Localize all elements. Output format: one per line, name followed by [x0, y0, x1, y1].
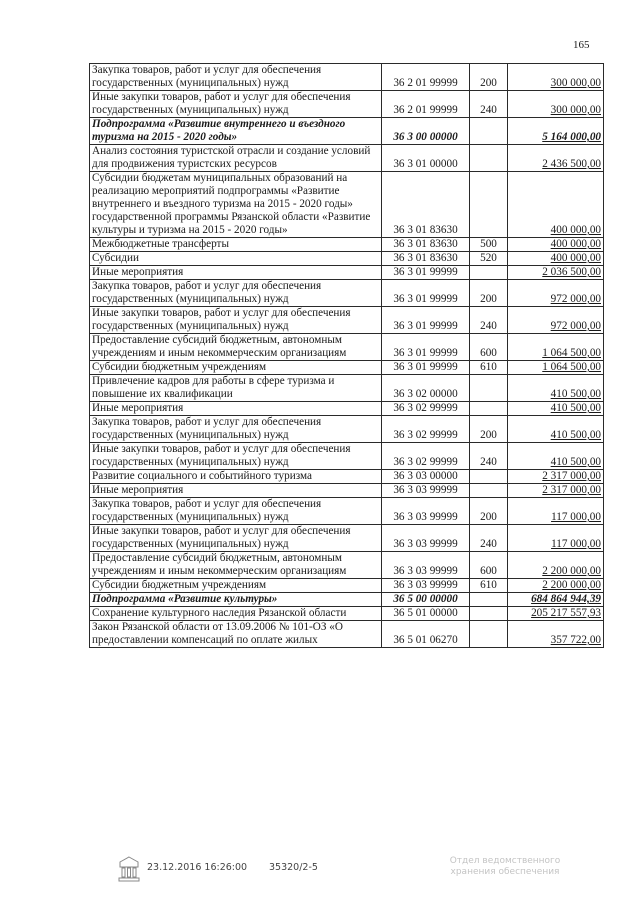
- row-code: 36 3 01 83630: [382, 238, 470, 252]
- table-row: [90, 593, 604, 607]
- row-name: Предоставление субсидий бюджетным, автономным учреждениям и иным некоммерческим организациям: [90, 552, 382, 579]
- row-expense-type: 600: [470, 334, 508, 361]
- row-expense-type: 240: [470, 525, 508, 552]
- row-expense-type: 520: [470, 252, 508, 266]
- table-row: [90, 91, 604, 118]
- budget-table-body: [90, 64, 604, 648]
- row-name: Субсидии: [90, 252, 382, 266]
- table-row: [90, 579, 604, 593]
- row-code: 36 3 00 00000: [382, 118, 470, 145]
- table-row: [90, 145, 604, 172]
- row-amount: 2 200 000,00: [508, 552, 604, 579]
- row-name: Иные закупки товаров, работ и услуг для обеспечения государственных (муниципальных) нужд: [90, 307, 382, 334]
- row-expense-type: 240: [470, 443, 508, 470]
- row-amount: 300 000,00: [508, 91, 604, 118]
- row-code: 36 3 02 99999: [382, 402, 470, 416]
- row-code: 36 3 03 00000: [382, 470, 470, 484]
- row-code: 36 2 01 99999: [382, 91, 470, 118]
- row-amount: 2 317 000,00: [508, 470, 604, 484]
- row-amount: 117 000,00: [508, 498, 604, 525]
- row-amount: 684 864 944,39: [508, 593, 604, 607]
- table-row: [90, 498, 604, 525]
- footer: [0, 855, 640, 885]
- row-expense-type: [470, 266, 508, 280]
- row-expense-type: [470, 621, 508, 648]
- row-expense-type: 240: [470, 91, 508, 118]
- row-name: Иные закупки товаров, работ и услуг для обеспечения государственных (муниципальных) нужд: [90, 91, 382, 118]
- table-row: [90, 470, 604, 484]
- row-amount: 972 000,00: [508, 307, 604, 334]
- row-expense-type: 200: [470, 416, 508, 443]
- row-name: Иные закупки товаров, работ и услуг для обеспечения государственных (муниципальных) нужд: [90, 443, 382, 470]
- row-code: 36 3 01 99999: [382, 334, 470, 361]
- row-name: Субсидии бюджетам муниципальных образований на реализацию мероприятий подпрограммы «Развитие внутреннего и въездного туризма на 2015 - 2020 годы» государственной программы Рязанской области «Развитие культуры и туризма на 2015 - 2020 годы»: [90, 172, 382, 238]
- row-code: 36 3 01 00000: [382, 145, 470, 172]
- footer-doc-number: 35320/2-5: [269, 862, 318, 873]
- table-row: [90, 621, 604, 648]
- row-name: Закупка товаров, работ и услуг для обеспечения государственных (муниципальных) нужд: [90, 64, 382, 91]
- row-amount: 2 200 000,00: [508, 579, 604, 593]
- row-name: Иные мероприятия: [90, 266, 382, 280]
- row-amount: 410 500,00: [508, 443, 604, 470]
- row-code: 36 3 03 99999: [382, 498, 470, 525]
- row-expense-type: [470, 172, 508, 238]
- table-row: [90, 607, 604, 621]
- row-expense-type: [470, 484, 508, 498]
- table-row: [90, 307, 604, 334]
- row-name: Субсидии бюджетным учреждениям: [90, 361, 382, 375]
- row-amount: 972 000,00: [508, 280, 604, 307]
- row-name: Привлечение кадров для работы в сфере туризма и повышение их квалификации: [90, 375, 382, 402]
- row-expense-type: [470, 607, 508, 621]
- row-code: 36 3 03 99999: [382, 552, 470, 579]
- table-row: [90, 402, 604, 416]
- table-row: [90, 334, 604, 361]
- row-name: Закупка товаров, работ и услуг для обеспечения государственных (муниципальных) нужд: [90, 498, 382, 525]
- row-amount: 357 722,00: [508, 621, 604, 648]
- row-name: Подпрограмма «Развитие культуры»: [90, 593, 382, 607]
- row-amount: 2 036 500,00: [508, 266, 604, 280]
- footer-watermark: Отдел ведомственного хранения обеспечения: [449, 856, 561, 877]
- row-expense-type: 200: [470, 280, 508, 307]
- row-code: 36 3 02 00000: [382, 375, 470, 402]
- row-expense-type: 610: [470, 579, 508, 593]
- row-expense-type: 240: [470, 307, 508, 334]
- row-amount: 1 064 500,00: [508, 334, 604, 361]
- row-name: Иные закупки товаров, работ и услуг для обеспечения государственных (муниципальных) нужд: [90, 525, 382, 552]
- row-amount: 300 000,00: [508, 64, 604, 91]
- row-expense-type: [470, 145, 508, 172]
- row-amount: 117 000,00: [508, 525, 604, 552]
- row-code: 36 5 01 00000: [382, 607, 470, 621]
- row-amount: 1 064 500,00: [508, 361, 604, 375]
- row-expense-type: [470, 593, 508, 607]
- row-expense-type: [470, 118, 508, 145]
- page-number: 165: [573, 39, 590, 51]
- row-name: Закон Рязанской области от 13.09.2006 № 101-ОЗ «О предоставлении компенсаций по оплате жилых: [90, 621, 382, 648]
- table-row: [90, 64, 604, 91]
- row-code: 36 3 01 99999: [382, 280, 470, 307]
- row-amount: 400 000,00: [508, 172, 604, 238]
- row-amount: 205 217 557,93: [508, 607, 604, 621]
- row-code: 36 5 01 06270: [382, 621, 470, 648]
- row-name: Закупка товаров, работ и услуг для обеспечения государственных (муниципальных) нужд: [90, 280, 382, 307]
- row-amount: 410 500,00: [508, 375, 604, 402]
- table-row: [90, 443, 604, 470]
- row-code: 36 2 01 99999: [382, 64, 470, 91]
- table-row: [90, 266, 604, 280]
- row-expense-type: 500: [470, 238, 508, 252]
- row-expense-type: 610: [470, 361, 508, 375]
- row-code: 36 3 01 99999: [382, 307, 470, 334]
- registry-stamp-icon: [116, 855, 142, 883]
- row-name: Закупка товаров, работ и услуг для обеспечения государственных (муниципальных) нужд: [90, 416, 382, 443]
- row-expense-type: 200: [470, 64, 508, 91]
- row-amount: 410 500,00: [508, 416, 604, 443]
- row-code: 36 3 01 99999: [382, 361, 470, 375]
- row-code: 36 3 02 99999: [382, 416, 470, 443]
- table-row: [90, 172, 604, 238]
- table-row: [90, 118, 604, 145]
- row-name: Межбюджетные трансферты: [90, 238, 382, 252]
- budget-table: [89, 63, 604, 648]
- row-code: 36 3 01 99999: [382, 266, 470, 280]
- row-amount: 2 317 000,00: [508, 484, 604, 498]
- row-expense-type: [470, 375, 508, 402]
- row-code: 36 5 00 00000: [382, 593, 470, 607]
- row-expense-type: 600: [470, 552, 508, 579]
- row-expense-type: 200: [470, 498, 508, 525]
- table-row: [90, 361, 604, 375]
- table-row: [90, 552, 604, 579]
- row-amount: 400 000,00: [508, 252, 604, 266]
- row-name: Иные мероприятия: [90, 402, 382, 416]
- row-code: 36 3 01 83630: [382, 252, 470, 266]
- row-code: 36 3 02 99999: [382, 443, 470, 470]
- row-expense-type: [470, 470, 508, 484]
- row-name: Сохранение культурного наследия Рязанской области: [90, 607, 382, 621]
- row-name: Развитие социального и событийного туризма: [90, 470, 382, 484]
- row-amount: 400 000,00: [508, 238, 604, 252]
- row-name: Подпрограмма «Развитие внутреннего и въездного туризма на 2015 - 2020 годы»: [90, 118, 382, 145]
- row-code: 36 3 03 99999: [382, 579, 470, 593]
- row-code: 36 3 03 99999: [382, 525, 470, 552]
- table-row: [90, 416, 604, 443]
- row-amount: 2 436 500,00: [508, 145, 604, 172]
- row-name: Предоставление субсидий бюджетным, автономным учреждениям и иным некоммерческим организациям: [90, 334, 382, 361]
- footer-date: 23.12.2016 16:26:00: [147, 862, 248, 873]
- row-amount: 5 164 000,00: [508, 118, 604, 145]
- table-row: [90, 238, 604, 252]
- table-row: [90, 252, 604, 266]
- table-row: [90, 375, 604, 402]
- row-name: Иные мероприятия: [90, 484, 382, 498]
- row-expense-type: [470, 402, 508, 416]
- row-name: Анализ состояния туристской отрасли и создание условий для продвижения туристских ресурсов: [90, 145, 382, 172]
- row-code: 36 3 03 99999: [382, 484, 470, 498]
- row-amount: 410 500,00: [508, 402, 604, 416]
- table-row: [90, 525, 604, 552]
- table-row: [90, 484, 604, 498]
- row-name: Субсидии бюджетным учреждениям: [90, 579, 382, 593]
- row-code: 36 3 01 83630: [382, 172, 470, 238]
- table-row: [90, 280, 604, 307]
